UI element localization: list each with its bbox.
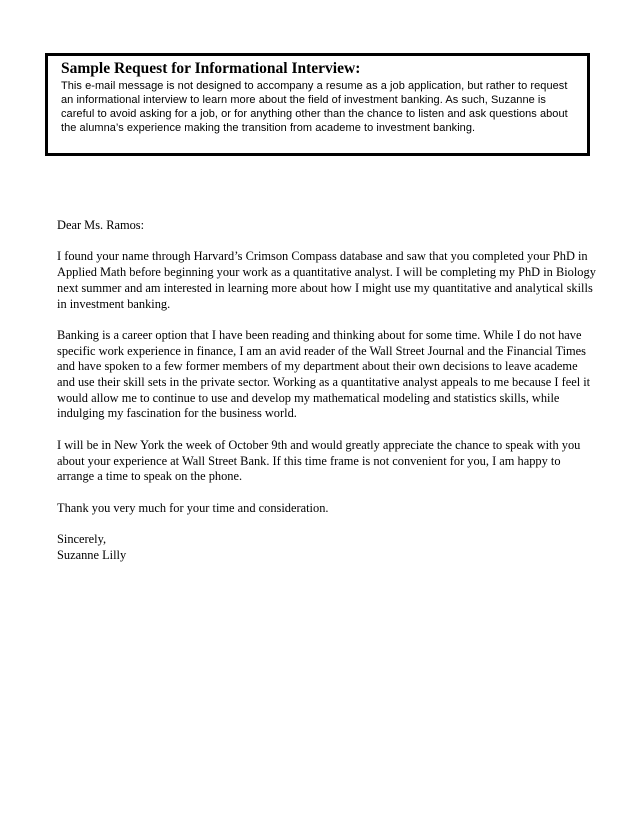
header-title: Sample Request for Informational Interview: (61, 60, 361, 77)
header-box (45, 53, 590, 156)
header-description: This e-mail message is not designed to accompany a resume as a job application, but rather to request an informational interview to learn more about the field of investment banking. As such, Suzanne is careful to avoid asking for a job, or for anything other than the chance to listen and ask questions about the alumna’s experience making the transition from academe to investment banking. (61, 80, 568, 135)
paragraph-interest: Banking is a career option that I have been reading and thinking about for some time. While I do not have specific work experience in finance, I am an avid reader of the Wall Street Journal and the Financial Times and have spoken to a few former members of my department about their own decisions to leave academe and use their skill sets in the private sector. Working as a quantitative analyst appeals to me because I feel it would allow me to continue to use and develop my mathematical modeling and statistics skills, while indulging my fascination for the business world. (57, 327, 591, 421)
signature: Suzanne Lilly (57, 547, 127, 562)
paragraph-thanks: Thank you very much for your time and consideration. (57, 500, 329, 515)
closing: Sincerely, (57, 531, 107, 546)
paragraph-request: I will be in New York the week of October 9th and would greatly appreciate the chance to speak with you about your experience at Wall Street Bank. If this time frame is not convenient for you, I am happy to arrange a time to speak on the phone. (57, 437, 581, 484)
letter-body (57, 218, 597, 563)
paragraph-intro: I found your name through Harvard’s Crimson Compass database and saw that you completed your PhD in Applied Math before beginning your work as a quantitative analyst. I will be completing my PhD in Biology next summer and am interested in learning more about how I might use my quantitative and analytical skills in investment banking. (57, 249, 596, 311)
salutation: Dear Ms. Ramos: (57, 218, 145, 232)
